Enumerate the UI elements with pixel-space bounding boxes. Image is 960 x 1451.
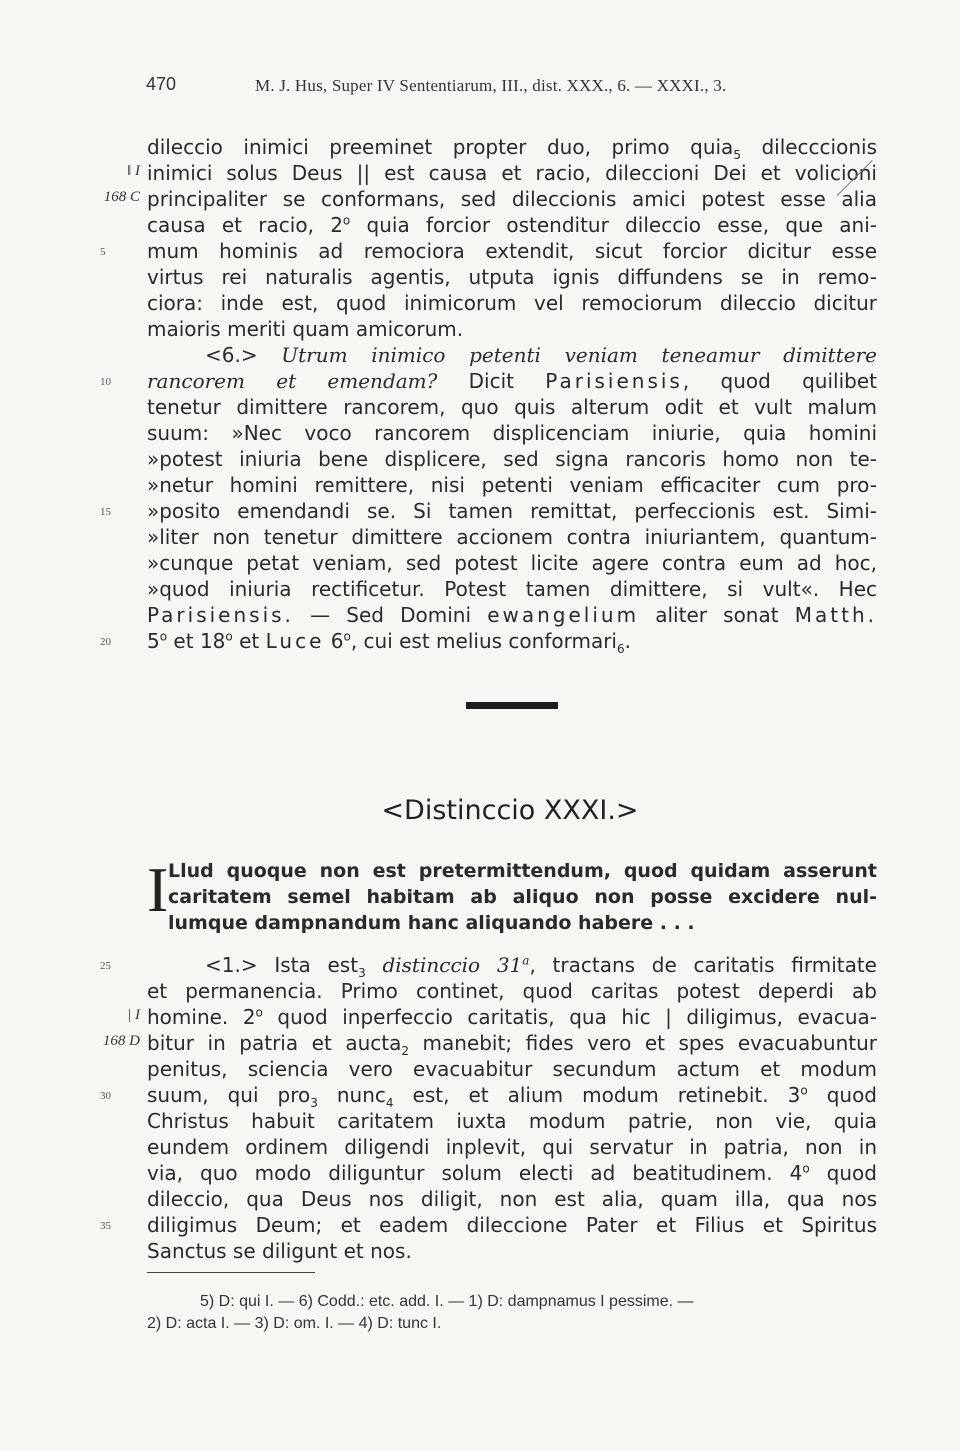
text-line: suum: »Nec voco rancorem displicenciam iniurie, quia homini bbox=[147, 421, 877, 445]
text-line: dileccio inimici preeminet propter duo, primo quia$_5$ dilecccionis bbox=[147, 135, 877, 162]
text-line: »liter non tenetur dimittere accionem contra iniuriantem, quantum- bbox=[147, 525, 877, 549]
text-line: causa et racio, 2$^o$ quia forcior ostenditur dileccio esse, que ani- bbox=[147, 213, 877, 237]
margin-note: 168 D bbox=[102, 1033, 140, 1049]
margin-note: 168 C bbox=[103, 189, 140, 205]
section-heading: <6.> Utrum inimico petenti veniam teneamur dimittere bbox=[205, 343, 877, 367]
text-line: rancorem et emendam? Dicit Parisiensis, quod quilibet bbox=[147, 369, 877, 393]
incipit-line: lumque dampnandum hanc aliquando habere . . . bbox=[168, 912, 695, 934]
line-number: 5 bbox=[100, 246, 106, 258]
text-line: mum hominis ad remociora extendit, sicut forcior dicitur esse bbox=[147, 239, 877, 263]
text-line: principaliter se conformans, sed dileccionis amici potest esse alia bbox=[147, 187, 877, 211]
line-number: 30 bbox=[100, 1090, 111, 1102]
running-title: M. J. Hus, Super IV Sententiarum, III., dist. XXX., 6. — XXXI., 3. bbox=[255, 76, 727, 95]
line-number: 15 bbox=[100, 506, 111, 518]
footnote-line: 2) D: acta I. — 3) D: om. I. — 4) D: tunc I. bbox=[147, 1315, 442, 1332]
text-line: »potest iniuria bene displicere, sed signa rancoris homo non te- bbox=[147, 447, 877, 471]
page-number: 470 bbox=[146, 74, 177, 94]
text-line: via, quo modo diliguntur solum electi ad beatitudinem. 4$^o$ quod bbox=[147, 1161, 877, 1185]
text-line: ciora: inde est, quod inimicorum vel remociorum dileccio dicitur bbox=[147, 291, 877, 315]
distinction-title: <Distinccio XXXI.> bbox=[381, 795, 639, 826]
margin-note: ‖ I bbox=[127, 163, 140, 179]
line-number: 10 bbox=[100, 376, 111, 388]
line-number: 20 bbox=[100, 636, 111, 648]
incipit-line: Llud quoque non est pretermittendum, quod quidam asserunt bbox=[168, 860, 877, 882]
text-line: inimici solus Deus || est causa et racio, dileccioni Dei et volicioni bbox=[147, 161, 877, 185]
ornamental-rule bbox=[466, 702, 558, 709]
text-line: penitus, sciencia vero evacuabitur secundum actum et modum bbox=[147, 1057, 877, 1081]
text-line: Christus habuit caritatem iuxta modum patrie, non vie, quia bbox=[147, 1109, 877, 1133]
footnote-rule bbox=[147, 1272, 315, 1273]
margin-note: | I bbox=[127, 1007, 140, 1023]
text-line: et permanencia. Primo continet, quod caritas potest deperdi ab bbox=[147, 979, 877, 1003]
text-line: Parisiensis. — Sed Domini ewangelium aliter sonat Matth. bbox=[147, 603, 877, 627]
text-line: 5$^o$ et 18$^o$ et Luce 6$^o$, cui est melius conformari$_6$. bbox=[147, 629, 631, 656]
text-line: »cunque petat veniam, sed potest licite agere contra eum ad hoc, bbox=[147, 551, 877, 575]
text-line: homine. 2$^o$ quod inperfeccio caritatis, qua hic | diligimus, evacua- bbox=[147, 1005, 877, 1029]
text-line: »quod iniuria rectificetur. Potest tamen dimittere, si vult«. Hec bbox=[147, 577, 877, 601]
text-line: virtus rei naturalis agentis, utputa ignis diffundens se in remo- bbox=[147, 265, 877, 289]
text-line: Sanctus se diligunt et nos. bbox=[147, 1239, 412, 1263]
text-line: »netur homini remittere, nisi petenti veniam efficaciter cum pro- bbox=[147, 473, 877, 497]
line-number: 35 bbox=[100, 1220, 111, 1232]
footnote-line: 5) D: qui I. — 6) Codd.: etc. add. I. — 1) D: dampnamus I pessime. — bbox=[200, 1293, 694, 1310]
text-line: tenetur dimittere rancorem, quo quis alterum odit et vult malum bbox=[147, 395, 877, 419]
incipit-line: caritatem semel habitam ab aliquo non posse excidere nul- bbox=[168, 886, 877, 908]
text-line: maioris meriti quam amicorum. bbox=[147, 317, 464, 341]
drop-capital: I bbox=[147, 854, 169, 925]
text-line: eundem ordinem diligendi inplevit, qui servatur in patria, non in bbox=[147, 1135, 877, 1159]
text-line: suum, qui pro$_3$ nunc$_4$ est, et alium modum retinebit. 3$^o$ quod bbox=[147, 1083, 878, 1110]
text-line: »posito emendandi se. Si tamen remittat, perfeccionis est. Simi- bbox=[147, 499, 877, 523]
text-line: bitur in patria et aucta$_2$ manebit; fides vero et spes evacuabuntur bbox=[147, 1031, 877, 1058]
text-line: <1.> Ista est$_3$ distinccio 31$^a$, tractans de caritatis firmitate bbox=[205, 953, 877, 980]
line-number: 25 bbox=[100, 960, 111, 972]
text-line: dileccio, qua Deus nos diligit, non est alia, quam illa, qua nos bbox=[147, 1187, 877, 1211]
text-line: diligimus Deum; et eadem dileccione Pater et Filius et Spiritus bbox=[147, 1213, 877, 1237]
